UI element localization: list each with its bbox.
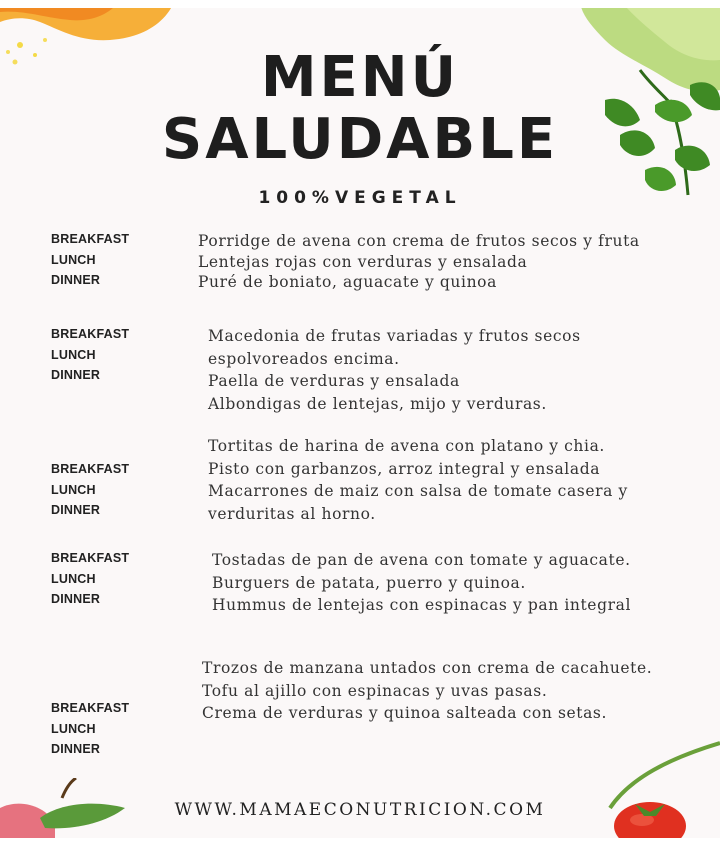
- day-2-meals: [208, 325, 581, 415]
- meal-line: Burguers de patata, puerro y quinoa.: [212, 573, 526, 592]
- dinner-label: DINNER: [51, 503, 101, 517]
- dinner-label: DINNER: [51, 592, 101, 606]
- meal-line: Lentejas rojas con verduras y ensalada: [198, 252, 528, 271]
- meal-line: Tortitas de harina de avena con platano y chia.: [208, 437, 605, 455]
- breakfast-label: BREAKFAST: [51, 232, 130, 246]
- dinner-label: DINNER: [51, 273, 101, 287]
- meal-line: verduritas al horno.: [208, 504, 376, 523]
- day-4-meals: [212, 549, 631, 617]
- dinner-label: DINNER: [51, 368, 101, 382]
- meal-line: Paella de verduras y ensalada: [208, 372, 460, 390]
- meal-line: espolvoreados encima.: [208, 349, 400, 368]
- breakfast-label: BREAKFAST: [51, 462, 130, 476]
- day-3-labels: [51, 459, 129, 521]
- day-5-labels: [51, 698, 129, 760]
- lunch-label: LUNCH: [51, 482, 96, 497]
- meal-line: Crema de verduras y quinoa salteada con setas.: [202, 704, 608, 722]
- meal-line: Albondigas de lentejas, mijo y verduras.: [208, 394, 547, 413]
- meal-line: Macedonia de frutas variadas y frutos secos: [208, 327, 581, 345]
- day-1-meals: [198, 230, 640, 294]
- lettuce-parsley-illustration: [560, 8, 720, 210]
- lunch-label: LUNCH: [51, 252, 96, 267]
- breakfast-label: BREAKFAST: [51, 551, 130, 565]
- title-line-2: SALUDABLE: [161, 107, 559, 172]
- lunch-label: LUNCH: [51, 347, 96, 362]
- meal-line: Hummus de lentejas con espinacas y pan integral: [212, 596, 632, 614]
- meal-line: Puré de boniato, aguacate y quinoa: [198, 273, 497, 291]
- dinner-label: DINNER: [51, 742, 101, 756]
- lunch-label: LUNCH: [51, 571, 96, 586]
- day-1-labels: [51, 229, 129, 291]
- website-footer: WWW.MAMAECONUTRICION.COM: [174, 800, 546, 820]
- day-2-labels: [51, 324, 129, 386]
- day-3-meals: [208, 435, 628, 525]
- meal-line: Trozos de manzana untados con crema de cacahuete.: [202, 659, 653, 677]
- tomato-illustration: [590, 738, 720, 838]
- menu-card: [0, 8, 720, 838]
- meal-line: Macarrones de maiz con salsa de tomate casera y: [208, 482, 628, 500]
- meal-line: Tofu al ajillo con espinacas y uvas pasas.: [202, 681, 548, 700]
- breakfast-label: BREAKFAST: [51, 701, 130, 715]
- lunch-label: LUNCH: [51, 721, 96, 736]
- day-5-meals: [202, 657, 652, 725]
- meal-line: Porridge de avena con crema de frutos secos y fruta: [198, 232, 640, 250]
- breakfast-label: BREAKFAST: [51, 327, 130, 341]
- title-line-1: MENÚ: [260, 45, 460, 110]
- meal-line: Tostadas de pan de avena con tomate y aguacate.: [212, 551, 631, 569]
- meal-line: Pisto con garbanzos, arroz integral y ensalada: [208, 459, 601, 478]
- subtitle: 100%VEGETAL: [258, 188, 462, 208]
- day-4-labels: [51, 548, 129, 610]
